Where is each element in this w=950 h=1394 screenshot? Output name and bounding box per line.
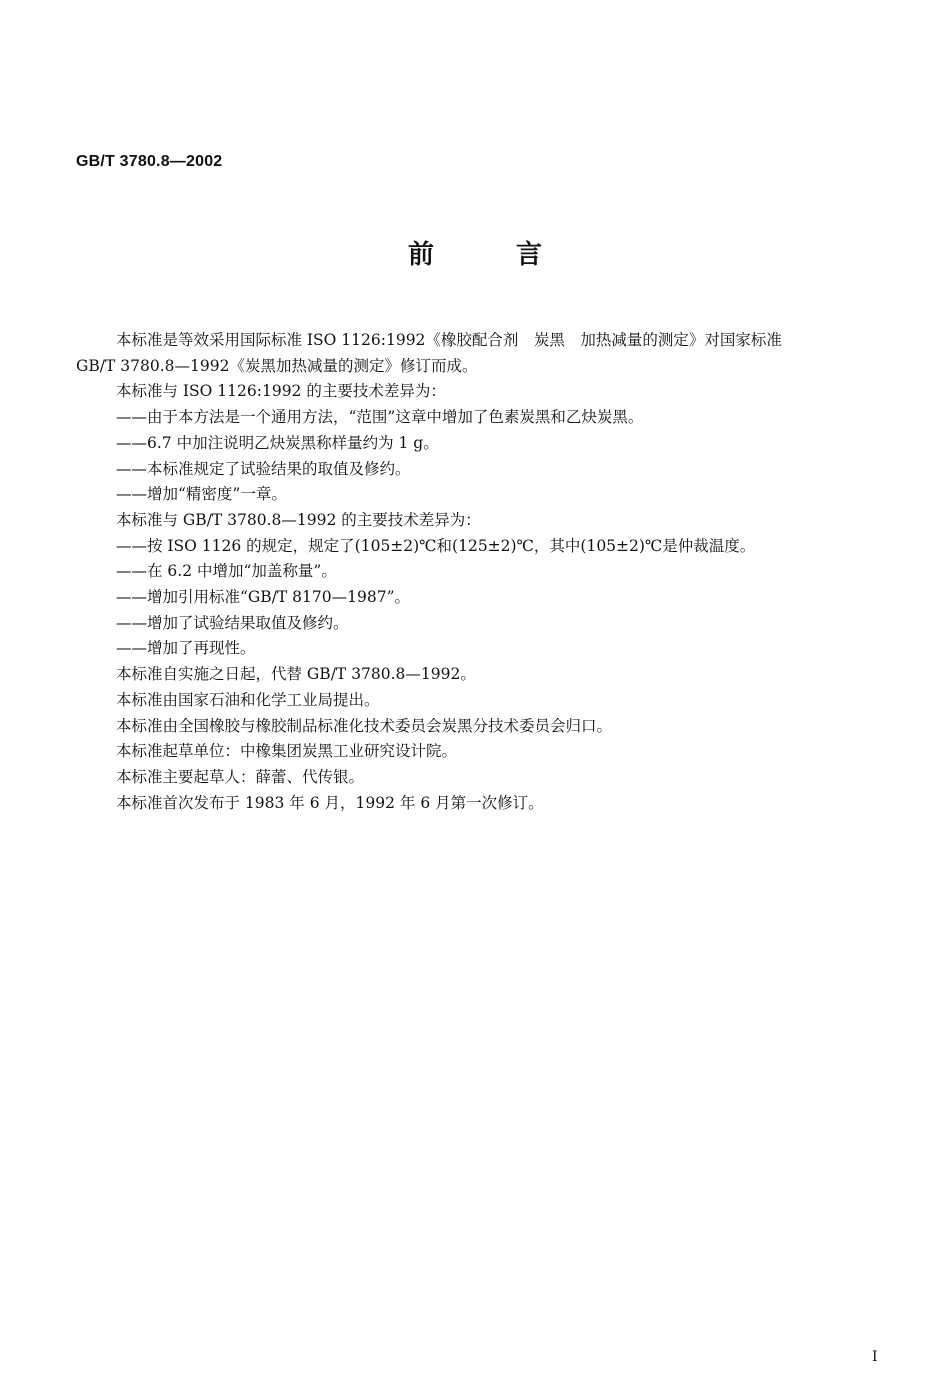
list-item: ——增加了试验结果取值及修约。 xyxy=(116,613,349,632)
page-title: 前言 xyxy=(407,240,624,270)
list-item: ——6.7 中加注说明乙炔炭黑称样量约为 1 g。 xyxy=(116,433,439,452)
foreword-body xyxy=(76,328,906,816)
paragraph-drafters: 本标准主要起草人：薛蕾、代传银。 xyxy=(116,767,365,786)
standard-code: GB/T 3780.8—2002 xyxy=(76,153,223,170)
paragraph-drafting-unit: 本标准起草单位：中橡集团炭黑工业研究设计院。 xyxy=(116,742,458,761)
paragraph-proposed-by: 本标准由国家石油和化学工业局提出。 xyxy=(116,690,380,709)
list-item: ——增加“精密度”一章。 xyxy=(116,485,287,504)
list-item: ——本标准规定了试验结果的取值及修约。 xyxy=(116,459,411,478)
paragraph-committee: 本标准由全国橡胶与橡胶制品标准化技术委员会炭黑分技术委员会归口。 xyxy=(116,716,613,735)
paragraph-1: 本标准是等效采用国际标准 ISO 1126:1992《橡胶配合剂 炭黑 加热减量的测定》对国家标准 xyxy=(116,331,782,349)
paragraph-gb-diff: 本标准与 GB/T 3780.8—1992 的主要技术差异为： xyxy=(116,510,481,529)
list-item: ——增加了再现性。 xyxy=(116,639,256,658)
list-item: ——由于本方法是一个通用方法，“范围”这章中增加了色素炭黑和乙炔炭黑。 xyxy=(116,408,644,427)
list-item: ——按 ISO 1126 的规定，规定了(105±2)℃和(125±2)℃，其中(105±2)℃是仲裁温度。 xyxy=(116,536,756,555)
paragraph-iso-diff: 本标准与 ISO 1126:1992 的主要技术差异为： xyxy=(116,382,446,401)
page-number: I xyxy=(872,1349,878,1365)
list-item: ——增加引用标准“GB/T 8170—1987”。 xyxy=(116,588,411,607)
paragraph-history: 本标准首次发布于 1983 年 6 月，1992 年 6 月第一次修订。 xyxy=(116,793,544,812)
paragraph-1-cont: GB/T 3780.8—1992《炭黑加热减量的测定》修订而成。 xyxy=(76,356,478,375)
list-item: ——在 6.2 中增加“加盖称量”。 xyxy=(116,562,337,581)
paragraph-replaces: 本标准自实施之日起，代替 GB/T 3780.8—1992。 xyxy=(116,665,476,684)
